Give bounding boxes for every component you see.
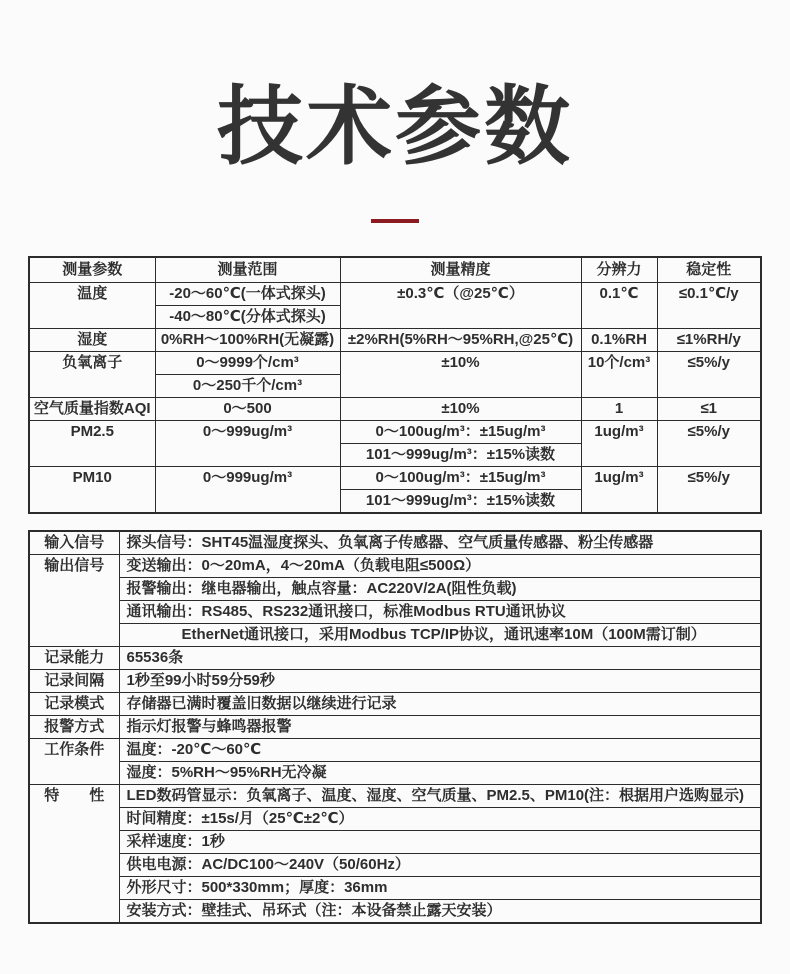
detail-row-output-signal-2 bbox=[29, 578, 761, 601]
spec-row-pm25 bbox=[29, 421, 761, 444]
detail-line: 供电电源：AC/DC100～240V（50/60Hz） bbox=[119, 854, 761, 877]
resolution-cell: 0.1℃ bbox=[581, 283, 657, 329]
accuracy-cell: 0～100ug/m³：±15ug/m³ bbox=[340, 421, 581, 444]
accuracy-cell: ±2%RH(5%RH～95%RH,@25℃) bbox=[340, 329, 581, 352]
detail-row-working-conditions bbox=[29, 739, 761, 762]
col-header-resolution: 分辨力 bbox=[581, 257, 657, 283]
detail-line: 指示灯报警与蜂鸣器报警 bbox=[119, 716, 761, 739]
detail-row-features-2 bbox=[29, 808, 761, 831]
spec-row-humidity bbox=[29, 329, 761, 352]
spec-row-pm10 bbox=[29, 467, 761, 490]
range-cell: 0～999ug/m³ bbox=[155, 421, 340, 467]
param-cell: PM2.5 bbox=[29, 421, 155, 467]
detail-row-features-3 bbox=[29, 831, 761, 854]
detail-label: 记录间隔 bbox=[29, 670, 119, 693]
measurement-spec-table bbox=[28, 256, 762, 514]
col-header-measure-range: 测量范围 bbox=[155, 257, 340, 283]
param-cell: 湿度 bbox=[29, 329, 155, 352]
detail-line: LED数码管显示：负氧离子、温度、湿度、空气质量、PM2.5、PM10(注：根据用户选购显示) bbox=[119, 785, 761, 808]
col-header-measure-accuracy: 测量精度 bbox=[340, 257, 581, 283]
detail-line: 湿度：5%RH～95%RH无冷凝 bbox=[119, 762, 761, 785]
resolution-cell: 0.1%RH bbox=[581, 329, 657, 352]
accuracy-cell: ±10% bbox=[340, 398, 581, 421]
page-title: 技术参数 bbox=[217, 79, 573, 175]
resolution-cell: 1ug/m³ bbox=[581, 421, 657, 467]
stability-cell: ≤5%/y bbox=[657, 467, 761, 514]
detail-line: 1秒至99小时59分59秒 bbox=[119, 670, 761, 693]
resolution-cell: 1ug/m³ bbox=[581, 467, 657, 514]
param-cell: 温度 bbox=[29, 283, 155, 329]
spec-header-row bbox=[29, 257, 761, 283]
param-cell: 空气质量指数AQI bbox=[29, 398, 155, 421]
detail-line: 65536条 bbox=[119, 647, 761, 670]
detail-spec-table bbox=[28, 530, 762, 924]
detail-line: 外形尺寸：500*330mm；厚度：36mm bbox=[119, 877, 761, 900]
stability-cell: ≤1%RH/y bbox=[657, 329, 761, 352]
resolution-cell: 1 bbox=[581, 398, 657, 421]
detail-label: 特 性 bbox=[29, 785, 119, 924]
detail-row-features-5 bbox=[29, 877, 761, 900]
detail-line: 探头信号：SHT45温湿度探头、负氧离子传感器、空气质量传感器、粉尘传感器 bbox=[119, 531, 761, 555]
range-cell: 0～999ug/m³ bbox=[155, 467, 340, 514]
detail-row-features bbox=[29, 785, 761, 808]
spec-row-aqi bbox=[29, 398, 761, 421]
detail-label: 输出信号 bbox=[29, 555, 119, 647]
detail-row-features-6 bbox=[29, 900, 761, 924]
stability-cell: ≤5%/y bbox=[657, 421, 761, 467]
detail-label: 工作条件 bbox=[29, 739, 119, 785]
detail-row-output-signal-3 bbox=[29, 601, 761, 624]
detail-line: 存储器已满时覆盖旧数据以继续进行记录 bbox=[119, 693, 761, 716]
title-underline bbox=[371, 219, 419, 223]
accuracy-cell: ±0.3℃（@25℃） bbox=[340, 283, 581, 329]
detail-line: 报警输出：继电器输出，触点容量：AC220V/2A(阻性负载) bbox=[119, 578, 761, 601]
detail-row-record-interval bbox=[29, 670, 761, 693]
detail-label: 报警方式 bbox=[29, 716, 119, 739]
stability-cell: ≤1 bbox=[657, 398, 761, 421]
detail-row-record-mode bbox=[29, 693, 761, 716]
detail-row-working-conditions-2 bbox=[29, 762, 761, 785]
param-cell: 负氧离子 bbox=[29, 352, 155, 398]
col-header-stability: 稳定性 bbox=[657, 257, 761, 283]
accuracy-cell: 101～999ug/m³：±15%读数 bbox=[340, 444, 581, 467]
detail-line: 温度：-20℃～60℃ bbox=[119, 739, 761, 762]
detail-label: 输入信号 bbox=[29, 531, 119, 555]
range-cell: 0～9999个/cm³ bbox=[155, 352, 340, 375]
resolution-cell: 10个/cm³ bbox=[581, 352, 657, 398]
accuracy-cell: 101～999ug/m³：±15%读数 bbox=[340, 490, 581, 514]
accuracy-cell: 0～100ug/m³：±15ug/m³ bbox=[340, 467, 581, 490]
detail-row-record-capacity bbox=[29, 647, 761, 670]
detail-row-output-signal-4 bbox=[29, 624, 761, 647]
range-cell: -40～80℃(分体式探头) bbox=[155, 306, 340, 329]
stability-cell: ≤5%/y bbox=[657, 352, 761, 398]
detail-line: 变送输出：0～20mA，4～20mA（负载电阻≤500Ω） bbox=[119, 555, 761, 578]
accuracy-cell: ±10% bbox=[340, 352, 581, 398]
detail-row-input-signal bbox=[29, 531, 761, 555]
detail-row-features-4 bbox=[29, 854, 761, 877]
stability-cell: ≤0.1℃/y bbox=[657, 283, 761, 329]
range-cell: 0%RH～100%RH(无凝露) bbox=[155, 329, 340, 352]
range-cell: -20～60℃(一体式探头) bbox=[155, 283, 340, 306]
detail-row-output-signal bbox=[29, 555, 761, 578]
param-cell: PM10 bbox=[29, 467, 155, 514]
detail-line: 采样速度：1秒 bbox=[119, 831, 761, 854]
detail-line: 安装方式：壁挂式、吊环式（注：本设备禁止露天安装） bbox=[119, 900, 761, 924]
spec-row-temperature bbox=[29, 283, 761, 306]
range-cell: 0～500 bbox=[155, 398, 340, 421]
range-cell: 0～250千个/cm³ bbox=[155, 375, 340, 398]
spec-row-negative-ion bbox=[29, 352, 761, 375]
detail-row-alarm-mode bbox=[29, 716, 761, 739]
col-header-measure-param: 测量参数 bbox=[29, 257, 155, 283]
detail-label: 记录模式 bbox=[29, 693, 119, 716]
detail-label: 记录能力 bbox=[29, 647, 119, 670]
detail-line: 通讯输出：RS485、RS232通讯接口，标准Modbus RTU通讯协议 bbox=[119, 601, 761, 624]
detail-line: EtherNet通讯接口，采用Modbus TCP/IP协议，通讯速率10M（100M需订制） bbox=[119, 624, 761, 647]
detail-line: 时间精度：±15s/月（25℃±2℃） bbox=[119, 808, 761, 831]
